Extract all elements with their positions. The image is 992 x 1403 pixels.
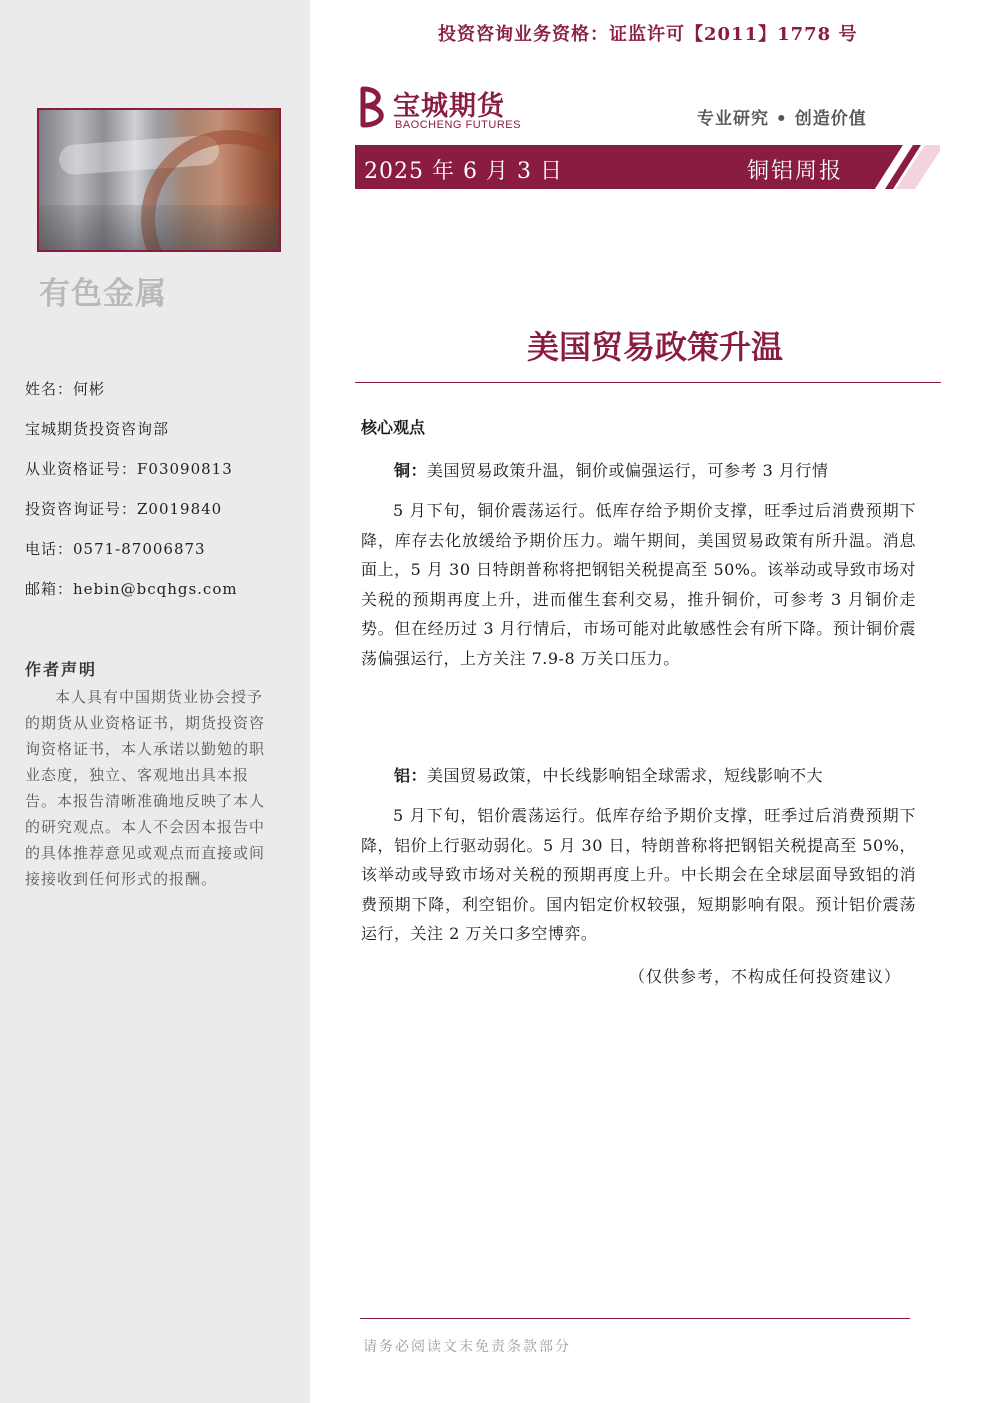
brand-name-en: BAOCHENG FUTURES: [395, 119, 521, 131]
slogan: 专业研究 • 创造价值: [697, 109, 867, 129]
aluminum-label: 铝：: [394, 766, 428, 785]
author-name: 姓名：何彬: [25, 380, 106, 398]
disclaimer-note: （仅供参考，不构成任何投资建议）: [629, 967, 902, 986]
aluminum-summary: [394, 763, 823, 786]
declaration-title: 作者声明: [25, 660, 98, 679]
consult-cert-number: 投资咨询证号：Z0019840: [25, 500, 223, 518]
report-type: 铜铝周报: [747, 159, 844, 184]
title-divider: [355, 382, 941, 383]
footer-divider: [360, 1318, 910, 1319]
core-view-heading: 核心观点: [361, 418, 426, 437]
copper-label: 铜：: [394, 461, 428, 480]
sector-label: 有色金属: [39, 276, 167, 312]
brand-logo-icon: [357, 85, 391, 129]
footer-notice: 请务必阅读文末免责条款部分: [363, 1339, 571, 1355]
license-line: 投资咨询业务资格：证监许可【2011】1778 号: [438, 24, 858, 45]
author-department: 宝城期货投资咨询部: [25, 420, 170, 438]
copper-summary-text: 美国贸易政策升温，铜价或偏强运行，可参考 3 月行情: [427, 461, 829, 480]
brand-name-cn: 宝城期货: [393, 91, 505, 122]
report-date: 2025 年 6 月 3 日: [364, 159, 563, 184]
declaration-body: 本人具有中国期货业协会授予的期货从业资格证书，期货投资咨询资格证书，本人承诺以勤勉的职业态度，独立、客观地出具本报告。本报告清晰准确地反映了本人的研究观点。本人不会因本报告中的具体推荐意见或观点而直接或间接接收到任何形式的报酬。: [25, 688, 266, 888]
aluminum-summary-text: 美国贸易政策，中长线影响铝全球需求，短线影响不大: [427, 766, 824, 785]
photo-shadow: [39, 205, 279, 250]
copper-body: 5 月下旬，铜价震荡运行。低库存给予期价支撑，旺季过后消费预期下降，库存去化放缓给予期价压力。端午期间，美国贸易政策有所升温。消息面上，5 月 30 日特朗普称将把钢铝关税提高至 50%。该举动或导致市场对关税的预期再度上升，进而催生套利交易，推升铜价，可参考 3 月铜价走势。但在经历过 3 月行情后，市场可能对此敏感性会有所下降。预计铜价震荡偏强运行，上方关注 7.9-8 万关口压力。: [361, 501, 916, 668]
cover-photo: [37, 108, 281, 252]
qualification-number: 从业资格证号：F03090813: [25, 460, 233, 478]
copper-summary: [394, 458, 828, 481]
report-title: 美国贸易政策升温: [526, 328, 783, 366]
email-address[interactable]: 邮箱：hebin@bcqhgs.com: [25, 580, 238, 598]
aluminum-body: 5 月下旬，铝价震荡运行。低库存给予期价支撑，旺季过后消费预期下降，铝价上行驱动弱化。5 月 30 日，特朗普称将把钢铝关税提高至 50%，该举动或导致市场对关税的预期再度上升。中长期会在全球层面导致铝的消费预期下降，利空铝价。国内铝定价权较强，短期影响有限。预计铝价震荡运行，关注 2 万关口多空博弈。: [361, 806, 916, 944]
phone-number: 电话：0571-87006873: [25, 540, 206, 558]
